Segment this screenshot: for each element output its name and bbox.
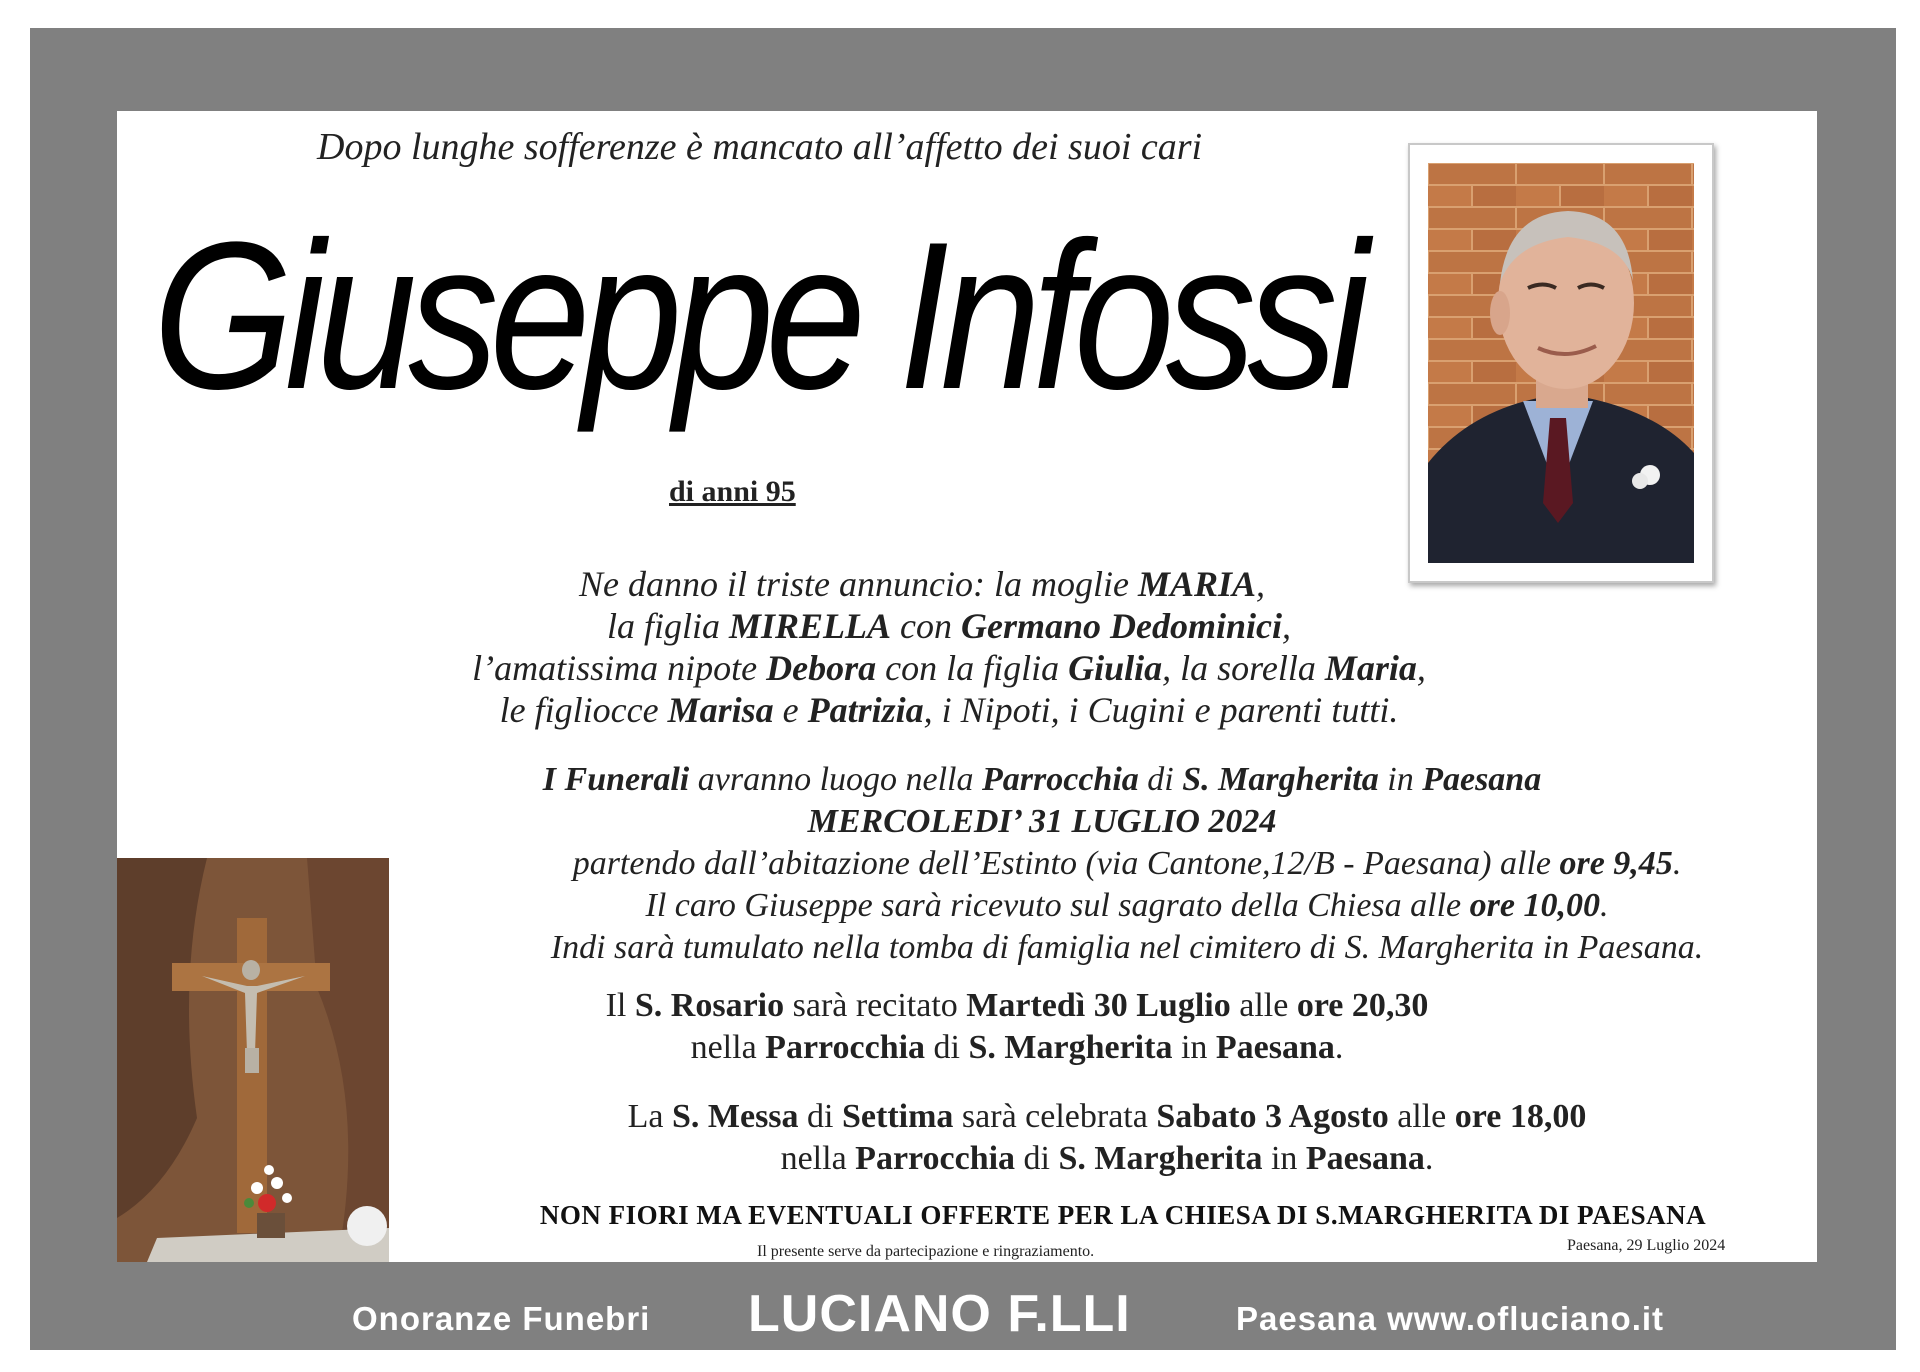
announcement-line-2: la figlia MIRELLA con Germano Dedominici, <box>606 606 1292 646</box>
funeral-line-1: I Funerali avranno luogo nella Parrocchia di S. Margherita in Paesana <box>542 761 1542 798</box>
footer-funeral-services: Onoranze Funebri <box>352 1300 651 1337</box>
intro-text: Dopo lunghe sofferenze è mancato all’affetto dei suoi cari <box>317 126 1203 168</box>
portrait-photo <box>1428 163 1694 563</box>
announcement-line-3: l’amatissima nipote Debora con la figlia Giulia, la sorella Maria, <box>472 648 1426 688</box>
portrait-illustration <box>1428 163 1694 563</box>
no-flowers-notice: NON FIORI MA EVENTUALI OFFERTE PER LA CHIESA DI S.MARGHERITA DI PAESANA <box>539 1200 1707 1230</box>
deceased-name: Giuseppe Infossi <box>153 198 1361 433</box>
funeral-date: MERCOLEDI’ 31 LUGLIO 2024 <box>807 803 1277 840</box>
age-text: di anni 95 <box>669 475 796 508</box>
funeral-line-5: Indi sarà tumulato nella tomba di famiglia nel cimitero di S. Margherita in Paesana. <box>550 929 1704 966</box>
obituary-sheet <box>117 111 1817 1262</box>
footer-website: Paesana www.ofluciano.it <box>1236 1300 1665 1337</box>
participation-note: Il presente serve da partecipazione e ringraziamento. <box>757 1243 1095 1260</box>
rosario-line-1: Il S. Rosario sarà recitato Martedì 30 Luglio alle ore 20,30 <box>605 987 1429 1024</box>
messa-line-2: nella Parrocchia di S. Margherita in Paesana. <box>780 1140 1434 1177</box>
messa-block <box>547 1096 1667 1180</box>
messa-line-1: La S. Messa di Settima sarà celebrata Sabato 3 Agosto alle ore 18,00 <box>627 1098 1587 1135</box>
place-date: Paesana, 29 Luglio 2024 <box>1567 1237 1726 1254</box>
rosario-block <box>517 985 1517 1069</box>
footer-company-name: LUCIANO F.LLI <box>748 1285 1131 1343</box>
rosario-line-2: nella Parrocchia di S. Margherita in Paesana. <box>690 1029 1344 1066</box>
funeral-block <box>447 759 1807 969</box>
funeral-line-3: partendo dall’abitazione dell’Estinto (via Cantone,12/B - Paesana) alle ore 9,45. <box>572 845 1682 882</box>
announcement-line-4: le figliocce Marisa e Patrizia, i Nipoti, i Cugini e parenti tutti. <box>499 690 1399 730</box>
crucifix-illustration <box>117 858 389 1262</box>
announcement-line-1: Ne danno il triste annuncio: la moglie MARIA, <box>578 564 1265 604</box>
crucifix-photo <box>117 858 389 1262</box>
portrait-frame <box>1408 143 1714 583</box>
announcement-block <box>347 563 1497 731</box>
funeral-line-4: Il caro Giuseppe sarà ricevuto sul sagrato della Chiesa alle ore 10,00. <box>645 887 1609 924</box>
